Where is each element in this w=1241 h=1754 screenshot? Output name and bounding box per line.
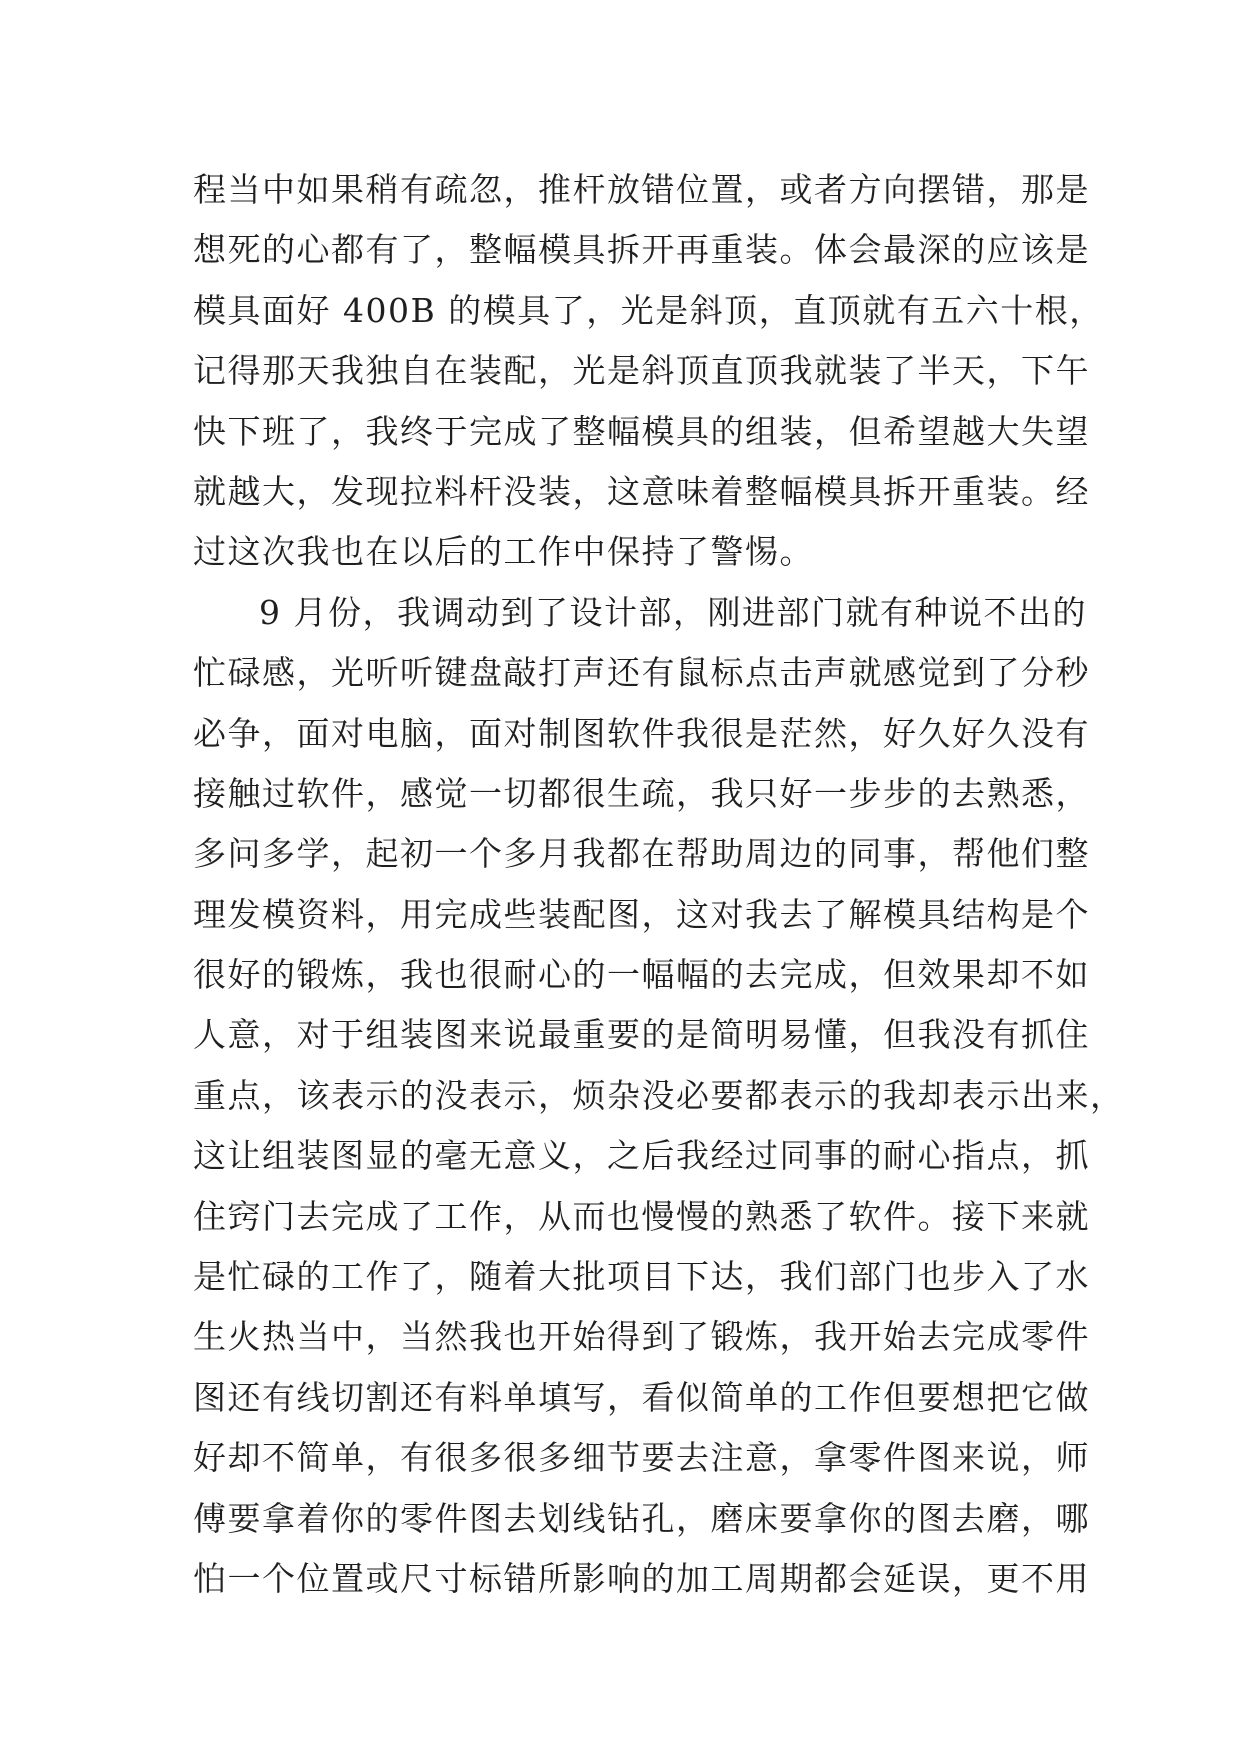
text-line: 生火热当中，当然我也开始得到了锻炼，我开始去完成零件 [193,1317,1090,1357]
text-line: 好却不简单，有很多很多细节要去注意，拿零件图来说，师 [193,1438,1090,1478]
text-line: 人意，对于组装图来说最重要的是简明易懂，但我没有抓住 [193,1015,1090,1055]
text-line: 接触过软件，感觉一切都很生疏，我只好一步步的去熟悉， [193,773,1090,813]
text-line: 模具面好 400B 的模具了，光是斜顶，直顶就有五六十根， [193,290,1104,330]
text-line: 很好的锻炼，我也很耐心的一幅幅的去完成，但效果却不如 [193,955,1090,995]
text-line: 重点，该表示的没表示，烦杂没必要都表示的我却表示出来， [193,1075,1125,1115]
text-line: 多问多学，起初一个多月我都在帮助周边的同事，帮他们整 [193,834,1090,874]
text-line: 是忙碌的工作了，随着大批项目下达，我们部门也步入了水 [193,1257,1090,1297]
text-line: 理发模资料，用完成些装配图，这对我去了解模具结构是个 [193,894,1090,934]
text-line: 怕一个位置或尺寸标错所影响的加工周期都会延误，更不用 [193,1558,1090,1598]
text-line: 这让组装图显的毫无意义，之后我经过同事的耐心指点，抓 [193,1136,1090,1176]
text-line: 就越大，发现拉料杆没装，这意味着整幅模具拆开重装。经 [193,471,1090,511]
text-line: 记得那天我独自在装配，光是斜顶直顶我就装了半天，下午 [193,351,1090,391]
text-line: 必争，面对电脑，面对制图软件我很是茫然，好久好久没有 [193,713,1090,753]
paragraph-start-line: 9 月份，我调动到了设计部，刚进部门就有种说不出的 [259,592,1087,632]
text-line: 傅要拿着你的零件图去划线钻孔，磨床要拿你的图去磨，哪 [193,1498,1090,1538]
text-line: 忙碌感，光听听键盘敲打声还有鼠标点击声就感觉到了分秒 [193,653,1090,693]
text-line: 图还有线切割还有料单填写，看似简单的工作但要想把它做 [193,1377,1090,1417]
text-line: 程当中如果稍有疏忽，推杆放错位置，或者方向摆错，那是 [193,170,1090,209]
text-line: 过这次我也在以后的工作中保持了警惕。 [193,532,814,572]
body-text [193,160,1125,1609]
text-line: 快下班了，我终于完成了整幅模具的组装，但希望越大失望 [193,411,1090,451]
text-line: 想死的心都有了，整幅模具拆开再重装。体会最深的应该是 [193,230,1090,270]
text-line: 住窍门去完成了工作，从而也慢慢的熟悉了软件。接下来就 [193,1196,1090,1236]
